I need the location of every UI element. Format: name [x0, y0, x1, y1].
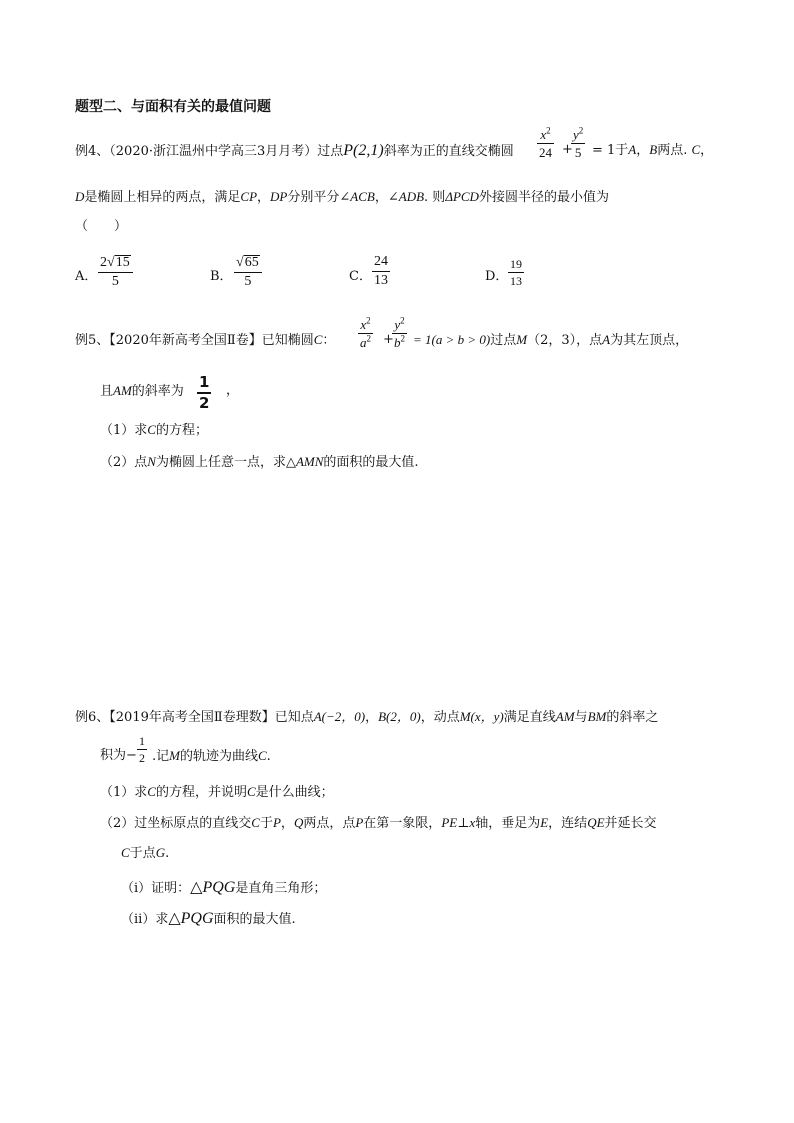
ex4-prefix: 例4、（2020·浙江温州中学高三3月月考）过点 — [75, 144, 344, 159]
option-c-label: C． — [349, 269, 372, 284]
ex5-question-2: （2）点N为椭圆上任意一点，求△AMN的面积的最大值. — [100, 454, 419, 470]
ex4-line1 — [75, 143, 514, 159]
ex6-line2-b: .记M的轨迹为曲线C. — [152, 748, 271, 764]
ex6-sub-i: （i）证明：△PQG是直角三角形； — [121, 879, 327, 896]
ellipse-x-fraction: $x^2$ 24 — [539, 125, 552, 160]
answer-paren: （ ） — [75, 219, 128, 234]
option-c-value: 24 13 — [374, 254, 388, 288]
ex6-question-1: （1）求C的方程，并说明C是什么曲线； — [100, 784, 334, 800]
ex4-text: 斜率为正的直线交椭圆 — [383, 144, 514, 159]
point-p: P(2,1) — [343, 142, 384, 159]
ex5-y-fraction: $y^2$ $b^2$ — [394, 315, 405, 350]
option-a-label: A． — [75, 269, 98, 284]
ex5-line1: 例5、【2020年新高考全国Ⅱ卷】已知椭圆C： — [75, 332, 336, 348]
ex5-x-fraction: $x^2$ $a^2$ — [360, 315, 371, 350]
ex6-line2-a: 积为− — [100, 748, 137, 763]
ex6-question-2-line2: C于点G. — [121, 845, 170, 861]
ex5-question-1: （1）求C的方程； — [100, 422, 208, 438]
ex5-line2-comma: ， — [226, 383, 240, 398]
option-a-value: 2√15 5 — [98, 255, 133, 289]
ex6-sub-ii: （ii）求△PQG面积的最大值. — [121, 910, 296, 927]
ellipse-y-fraction: $y^2$ 5 — [573, 125, 584, 160]
option-d-label: D． — [485, 269, 509, 284]
section-title: 题型二、与面积有关的最值问题 — [75, 99, 271, 115]
ex5-line1-tail: = 1(a > b > 0)过点M（2，3），点A为其左顶点， — [413, 332, 689, 348]
ex5-plus: + — [383, 332, 394, 347]
option-b-label: B． — [210, 269, 233, 284]
option-d-value: 19 13 — [510, 257, 522, 288]
ex5-line2: 且AM的斜率为 — [100, 383, 184, 399]
ex6-half: 1 2 — [139, 734, 145, 765]
slope-half: 1 2 — [199, 373, 210, 412]
ex4-line2: D是椭圆上相异的两点，满足CP，DP分别平分∠ACB，∠ADB. 则ΔPCD外接圆半径的最小值为 — [75, 189, 609, 205]
ex4-line1-tail: = 1于A，B两点. C， — [592, 142, 714, 158]
plus-sign: + — [562, 142, 573, 157]
ex6-line1: 例6、【2019年高考全国Ⅱ卷理数】已知点A(−2，0)，B(2，0)，动点M(x，y)满足直线AM与BM的斜率之 — [75, 709, 659, 725]
option-b-value: √65 5 — [234, 255, 262, 289]
ex6-question-2: （2）过坐标原点的直线交C于P，Q两点，点P在第一象限，PE⊥x轴，垂足为E，连结QE并延长交 — [100, 815, 657, 831]
